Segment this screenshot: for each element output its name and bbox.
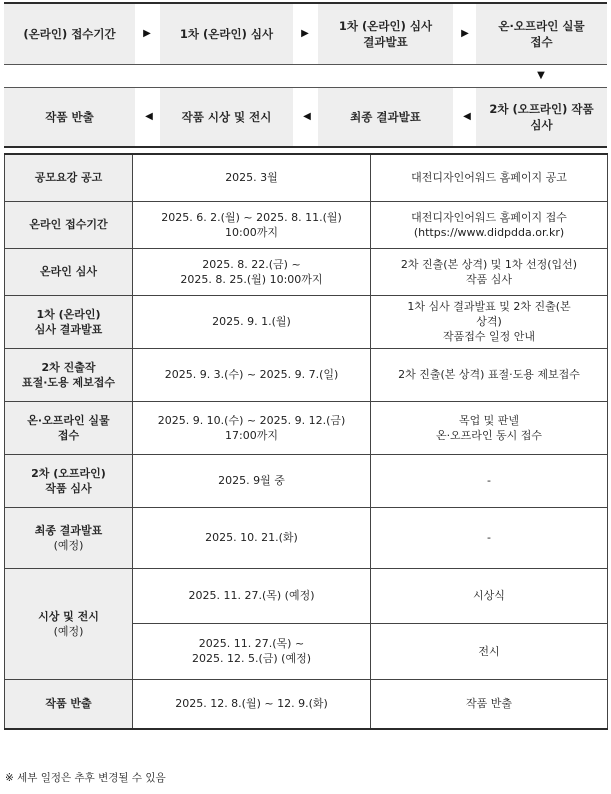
arrow-down-icon: ▼ bbox=[537, 70, 545, 81]
table-row bbox=[5, 295, 608, 348]
schedule-table bbox=[4, 153, 608, 730]
row-description: 2차 진출(본 상격) 및 1차 선정(입선) 작품 심사 bbox=[371, 248, 608, 295]
row-label bbox=[5, 568, 133, 679]
arrow-right-icon: ▶ bbox=[461, 28, 469, 39]
row-label-main: 최종 결과발표 bbox=[34, 523, 103, 537]
row-label-sub: (예정) bbox=[53, 624, 84, 638]
arrow-left-icon: ◀ bbox=[145, 111, 153, 122]
flow-row2-bottom-line bbox=[4, 146, 607, 148]
row-label: 2차 진출작 표절·도용 제보접수 bbox=[5, 348, 133, 401]
row-description: 전시 bbox=[371, 623, 608, 679]
row-description: 작품 반출 bbox=[371, 679, 608, 729]
row-date: 2025. 11. 27.(목) ~ 2025. 12. 5.(금) (예정) bbox=[133, 623, 371, 679]
row-description: 시상식 bbox=[371, 568, 608, 623]
table-row bbox=[5, 248, 608, 295]
flow-step-physical-submission: 온·오프라인 실물 접수 bbox=[476, 4, 607, 64]
arrow-right-icon: ▶ bbox=[143, 28, 151, 39]
row-date: 2025. 10. 21.(화) bbox=[133, 507, 371, 568]
row-label-main: 시상 및 전시 bbox=[38, 609, 99, 623]
row-label: 1차 (온라인) 심사 결과발표 bbox=[5, 295, 133, 348]
row-date: 2025. 8. 22.(금) ~ 2025. 8. 25.(월) 10:00까지 bbox=[133, 248, 371, 295]
table-row bbox=[5, 348, 608, 401]
row-label bbox=[5, 507, 133, 568]
arrow-left-icon: ◀ bbox=[463, 111, 471, 122]
table-row bbox=[5, 679, 608, 729]
table-row bbox=[5, 401, 608, 454]
flow-step-first-result: 1차 (온라인) 심사 결과발표 bbox=[318, 4, 453, 64]
row-label: 온라인 심사 bbox=[5, 248, 133, 295]
row-date: 2025. 9. 3.(수) ~ 2025. 9. 7.(일) bbox=[133, 348, 371, 401]
row-date: 2025. 6. 2.(월) ~ 2025. 8. 11.(월) 10:00까지 bbox=[133, 201, 371, 248]
row-description: 대전디자인어워드 홈페이지 공고 bbox=[371, 154, 608, 201]
row-date: 2025. 9. 10.(수) ~ 2025. 9. 12.(금) 17:00까지 bbox=[133, 401, 371, 454]
footnote: ※ 세부 일정은 추후 변경될 수 있음 bbox=[5, 772, 166, 784]
row-description: 1차 심사 결과발표 및 2차 진출(본 상격) 작품접수 일정 안내 bbox=[371, 295, 608, 348]
table-row bbox=[5, 154, 608, 201]
flow-step-online-review: 1차 (온라인) 심사 bbox=[160, 4, 293, 64]
table-row bbox=[5, 201, 608, 248]
row-label-sub: (예정) bbox=[53, 538, 84, 552]
row-description: 2차 진출(본 상격) 표절·도용 제보접수 bbox=[371, 348, 608, 401]
arrow-left-icon: ◀ bbox=[303, 111, 311, 122]
row-label: 작품 반출 bbox=[5, 679, 133, 729]
row-description: 대전디자인어워드 홈페이지 접수 (https://www.didpdda.or.kr) bbox=[371, 201, 608, 248]
row-description: - bbox=[371, 507, 608, 568]
row-date: 2025. 12. 8.(월) ~ 12. 9.(화) bbox=[133, 679, 371, 729]
flow-step-awards-exhibition: 작품 시상 및 전시 bbox=[160, 88, 293, 146]
row-label: 공모요강 공고 bbox=[5, 154, 133, 201]
flow-step-return: 작품 반출 bbox=[4, 88, 135, 146]
flow-step-second-review: 2차 (오프라인) 작품 심사 bbox=[476, 88, 607, 146]
row-label: 2차 (오프라인) 작품 심사 bbox=[5, 454, 133, 507]
row-label: 온·오프라인 실물 접수 bbox=[5, 401, 133, 454]
row-date: 2025. 11. 27.(목) (예정) bbox=[133, 568, 371, 623]
flow-row1-bottom-line bbox=[4, 64, 607, 65]
row-label: 온라인 접수기간 bbox=[5, 201, 133, 248]
row-date: 2025. 9월 중 bbox=[133, 454, 371, 507]
table-row bbox=[5, 568, 608, 623]
table-row bbox=[5, 454, 608, 507]
arrow-right-icon: ▶ bbox=[301, 28, 309, 39]
row-date: 2025. 3월 bbox=[133, 154, 371, 201]
table-row bbox=[5, 507, 608, 568]
flow-step-online-submission: (온라인) 접수기간 bbox=[4, 4, 135, 64]
row-description: - bbox=[371, 454, 608, 507]
flow-step-final-result: 최종 결과발표 bbox=[318, 88, 453, 146]
row-description: 목업 및 판넬 온·오프라인 동시 접수 bbox=[371, 401, 608, 454]
row-date: 2025. 9. 1.(월) bbox=[133, 295, 371, 348]
